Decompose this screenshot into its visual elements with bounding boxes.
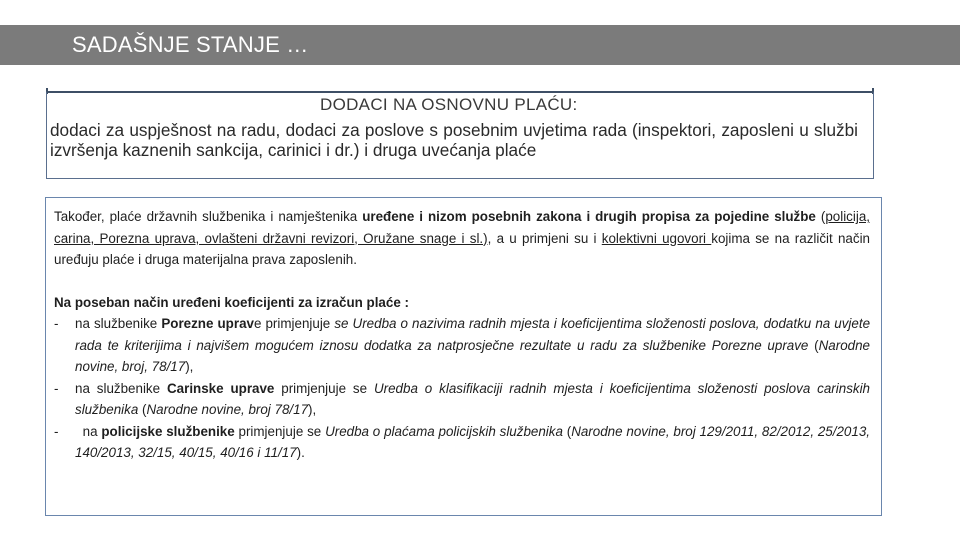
list-dash: - — [54, 316, 59, 331]
allowances-heading: DODACI NA OSNOVNU PLAĆU: — [320, 95, 578, 114]
intro-collective-agreements: kolektivni ugovori — [601, 230, 712, 246]
regulations-list — [54, 313, 870, 464]
item-bold: policijske službenike — [101, 423, 235, 439]
item-regulation-title: Uredba o plaćama policijskih službenika — [325, 423, 563, 439]
item-text: na službenike — [75, 380, 167, 396]
intro-paragraph — [54, 206, 870, 271]
item-regulation-title: se Uredba o nazivima radnih mjesta i koeficijentima složenosti poslova, dodatku na uvjete rada te kriterijima i najvišem mogućem iznosu dodatka za natprosječne rezultate u radu za službenike Porezne uprave — [75, 316, 871, 353]
list-heading: Na poseban način uređeni koeficijenti za izračun plaće : — [54, 294, 409, 310]
item-gazette: Narodne novine, broj 129/2011, 82/2012, 25/2013, 140/2013, 32/15, 40/15, 40/16 i 11/17 — [75, 423, 870, 460]
item-bold: Carinske uprave — [166, 380, 275, 396]
intro-text-paren: ( — [815, 209, 826, 224]
intro-text-3: kojima se na različit način uređuju plaće i druga materijalna prava zaposlenih. — [54, 230, 870, 267]
item-text: ), — [185, 359, 194, 374]
list-dash: - — [54, 423, 59, 439]
item-text: ), — [308, 402, 317, 417]
item-regulation-title: Uredba o klasifikaciji radnih mjesta i koeficijentima složenosti poslova carinskih službenika — [75, 380, 871, 417]
item-text: ( — [808, 337, 819, 353]
title-bar — [0, 25, 960, 65]
intro-text-1: Također, plaće državnih službenika i namještenika — [54, 209, 363, 224]
item-text: e primjenjuje — [253, 316, 335, 331]
allowances-text: dodaci za uspješnost na radu, dodaci za poslove s posebnim uvjetima rada (inspektori, zaposleni u službi izvršenja kaznenih sankcija, carinici i dr.) i druga uvećanja plaće — [50, 120, 858, 160]
list-item — [54, 313, 870, 378]
item-text: na službenike — [75, 316, 162, 331]
item-gazette: Narodne novine, broj, 78/17 — [75, 337, 870, 374]
list-dash: - — [54, 380, 59, 396]
spacer — [54, 271, 870, 292]
intro-text-bold: uređene i nizom posebnih zakona i drugih propisa za pojedine službe — [362, 209, 816, 224]
item-bold: Porezne uprav — [161, 316, 254, 331]
item-text: na — [75, 423, 102, 439]
item-text: ( — [138, 402, 147, 417]
item-text: ( — [562, 423, 572, 439]
item-text: ). — [296, 445, 305, 460]
item-gazette: Narodne novine, broj 78/17 — [146, 402, 309, 417]
item-text: primjenjuje se — [234, 423, 326, 439]
intro-text-2: a u primjeni su i — [491, 230, 602, 246]
list-item — [54, 378, 870, 421]
intro-services-underlined: policija, carina, Porezna uprava, ovlašteni državni revizori, Oružane snage i sl.), — [54, 209, 870, 246]
regulations-content — [54, 206, 870, 464]
list-item — [54, 421, 870, 464]
item-text: primjenjuje se — [274, 380, 374, 396]
slide-title: SADAŠNJE STANJE … — [72, 32, 309, 57]
